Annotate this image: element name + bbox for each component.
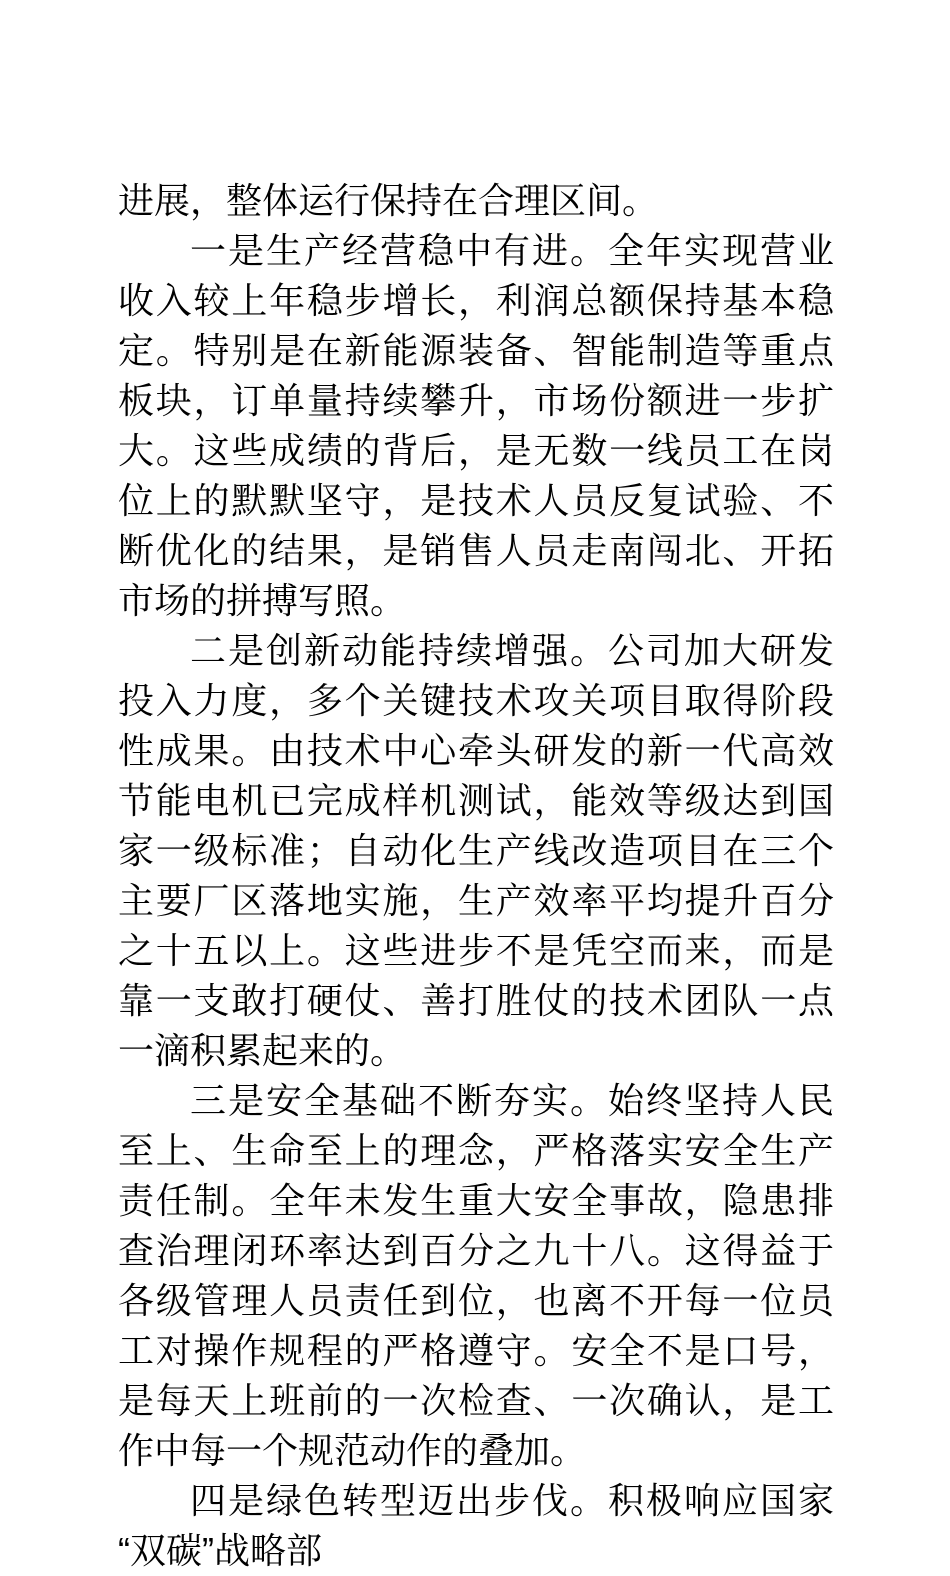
paragraph-item-one: 一是生产经营稳中有进。全年实现营业收入较上年稳步增长，利润总额保持基本稳定。特别是在新能源装备、智能制造等重点板块，订单量持续攀升，市场份额进一步扩大。这些成绩的背后，是无数一线员工在岗位上的默默坚守，是技术人员反复试验、不断优化的结果，是销售人员走南闯北、开拓市场的拼搏写照。 (118, 230, 834, 621)
paragraph-item-two: 二是创新动能持续增强。公司加大研发投入力度，多个关键技术攻关项目取得阶段性成果。由技术中心牵头研发的新一代高效节能电机已完成样机测试，能效等级达到国家一级标准；自动化生产线改造项目在三个主要厂区落地实施，生产效率平均提升百分之十五以上。这些进步不是凭空而来，而是靠一支敢打硬仗、善打胜仗的技术团队一点一滴积累起来的。 (118, 630, 834, 1071)
paragraph-continuation: 进展，整体运行保持在合理区间。 (118, 180, 659, 221)
paragraph-item-three: 三是安全基础不断夯实。始终坚持人民至上、生命至上的理念，严格落实安全生产责任制。全年未发生重大安全事故，隐患排查治理闭环率达到百分之九十八。这得益于各级管理人员责任到位，也离不开每一位员工对操作规程的严格遵守。安全不是口号，是每天上班前的一次检查、一次确认，是工作中每一个规范动作的叠加。 (118, 1080, 834, 1471)
paragraph-item-four: 四是绿色转型迈出步伐。积极响应国家“双碳”战略部 (118, 1480, 834, 1571)
document-text-body (118, 176, 834, 1576)
